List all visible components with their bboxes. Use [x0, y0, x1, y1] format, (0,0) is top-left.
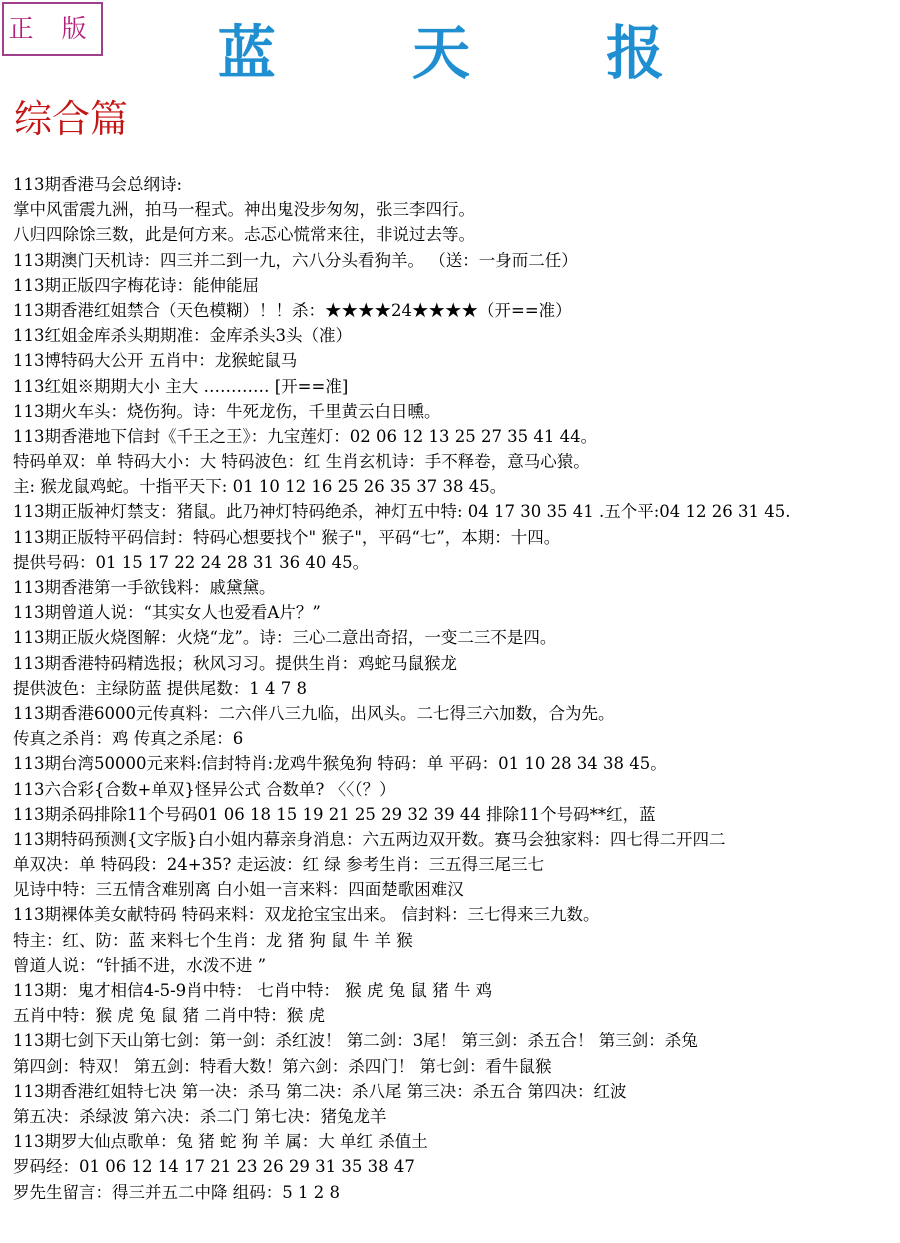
text-line: 第四剑：特双！ 第五剑：特看大数！第六剑：杀四门！ 第七剑：看牛鼠猴 — [13, 1056, 552, 1076]
text-line: 113期澳门天机诗：四三并二到一九，六八分头看狗羊。 （送：一身而二任） — [13, 250, 578, 270]
text-line: 单双决：单 特码段：24+35? 走运波：红 绿 参考生肖：三五得三尾三七 — [13, 855, 545, 875]
text-line: 113期台湾50000元来料:信封特肖:龙鸡牛猴兔狗 特码：单 平码：01 10 28 34 38 45。 — [13, 754, 667, 774]
text-line: 曾道人说：“针插不进，水泼不进 ” — [13, 955, 267, 975]
text-line: 113期香港红姐禁合（天色模糊）！！杀：★★★★24★★★★（开==准） — [13, 300, 572, 320]
text-line: 特主：红、防：蓝 来料七个生肖：龙 猪 狗 鼠 牛 羊 猴 — [13, 930, 413, 950]
text-line: 主: 猴龙鼠鸡蛇。十指平天下: 01 10 12 16 25 26 35 37 38 45。 — [13, 477, 507, 497]
text-line: 113期正版四字梅花诗：能伸能屈 — [13, 275, 259, 295]
text-line: 提供波色：主绿防蓝 提供尾数：1 4 7 8 — [13, 678, 307, 698]
text-line: 113期曾道人说：“其实女人也爱看A片？” — [13, 603, 321, 623]
text-line: 提供号码：01 15 17 22 24 28 31 36 40 45。 — [13, 552, 370, 572]
content-body — [13, 172, 899, 1205]
text-line: 掌中风雷震九洲，拍马一程式。神出鬼没步匆匆，张三李四行。 — [13, 200, 475, 220]
text-line: 113期杀码排除11个号码01 06 18 15 19 21 25 29 32 39 44 排除11个号码**红，蓝 — [13, 804, 656, 824]
text-line: 见诗中特：三五情含难别离 白小姐一言来料：四面楚歌困难汉 — [13, 880, 464, 900]
text-line: 113期香港6000元传真料：二六伴八三九临，出风头。二七得三六加数，合为先。 — [13, 703, 615, 723]
text-line: 113期香港马会总纲诗: — [13, 175, 183, 194]
text-line: 五肖中特：猴 虎 兔 鼠 猪 二肖中特：猴 虎 — [13, 1006, 325, 1026]
text-line: 113期七剑下天山第七剑：第一剑：杀红波！ 第二剑：3尾！ 第三剑：杀五合！ 第三剑：杀兔 — [13, 1031, 698, 1051]
text-line: 113期正版特平码信封：特码心想要找个" 猴子"，平码“七”，本期：十四。 — [13, 527, 561, 547]
text-line: 第五决：杀绿波 第六决：杀二门 第七决：猪兔龙羊 — [13, 1106, 387, 1126]
section-heading: 综合篇 — [14, 97, 129, 141]
text-line: 特码单双：单 特码大小：大 特码波色：红 生肖玄机诗：手不释卷，意马心猿。 — [13, 452, 590, 472]
genuine-edition-badge: 正 版 — [2, 2, 103, 56]
text-line: 113期香港地下信封《千王之王》：九宝莲灯：02 06 12 13 25 27 35 41 44。 — [13, 426, 598, 446]
page-title: 蓝 天 报 — [217, 19, 723, 87]
text-line: 罗先生留言：得三并五二中降 组码：5 1 2 8 — [13, 1182, 340, 1202]
text-line: 113期：鬼才相信4-5-9肖中特： 七肖中特： 猴 虎 兔 鼠 猪 牛 鸡 — [13, 981, 493, 1000]
text-line: 113期香港第一手欲钱料：戚黛黛。 — [13, 578, 276, 597]
text-line: 罗码经：01 06 12 14 17 21 23 26 29 31 35 38 47 — [13, 1157, 415, 1177]
text-line: 113红姐※期期大小 主大 ………… [开==准] — [13, 376, 349, 396]
text-line: 传真之杀肖：鸡 传真之杀尾：6 — [13, 729, 244, 749]
text-line: 113期香港特码精选报；秋风习习。提供生肖：鸡蛇马鼠猴龙 — [13, 653, 457, 673]
text-line: 113期罗大仙点歌单：兔 猪 蛇 狗 羊 属：大 单红 杀值土 — [13, 1132, 428, 1152]
text-line: 113期火车头：烧伤狗。诗：牛死龙伤，千里黄云白日曛。 — [13, 401, 441, 421]
text-line: 113期香港红姐特七决 第一决：杀马 第二决：杀八尾 第三决：杀五合 第四决：红波 — [13, 1081, 627, 1101]
text-line: 113期裸体美女献特码 特码来料：双龙抢宝宝出来。 信封料：三七得来三九数。 — [13, 905, 600, 925]
text-line: 八归四除馀三数，此是何方来。忐忑心慌常来往，非说过去等。 — [13, 225, 475, 245]
text-line: 113红姐金库杀头期期准：金库杀头3头（准） — [13, 326, 352, 346]
text-line: 113期正版火烧图解：火烧“龙”。诗：三心二意出奇招，一变二三不是四。 — [13, 628, 557, 648]
text-line: 113期正版神灯禁支：猪鼠。此乃神灯特码绝杀，神灯五中特: 04 17 30 35 41 .五个平:04 12 26 31 45. — [13, 502, 791, 522]
text-line: 113博特码大公开 五肖中：龙猴蛇鼠马 — [13, 351, 298, 371]
text-line: 113六合彩{合数+单双}怪异公式 合数单? 〈〈（？） — [13, 779, 396, 799]
text-line: 113期特码预测{文字版}白小姐内幕亲身消息：六五两边双开数。赛马会独家料：四七得二开四二 — [13, 829, 726, 849]
